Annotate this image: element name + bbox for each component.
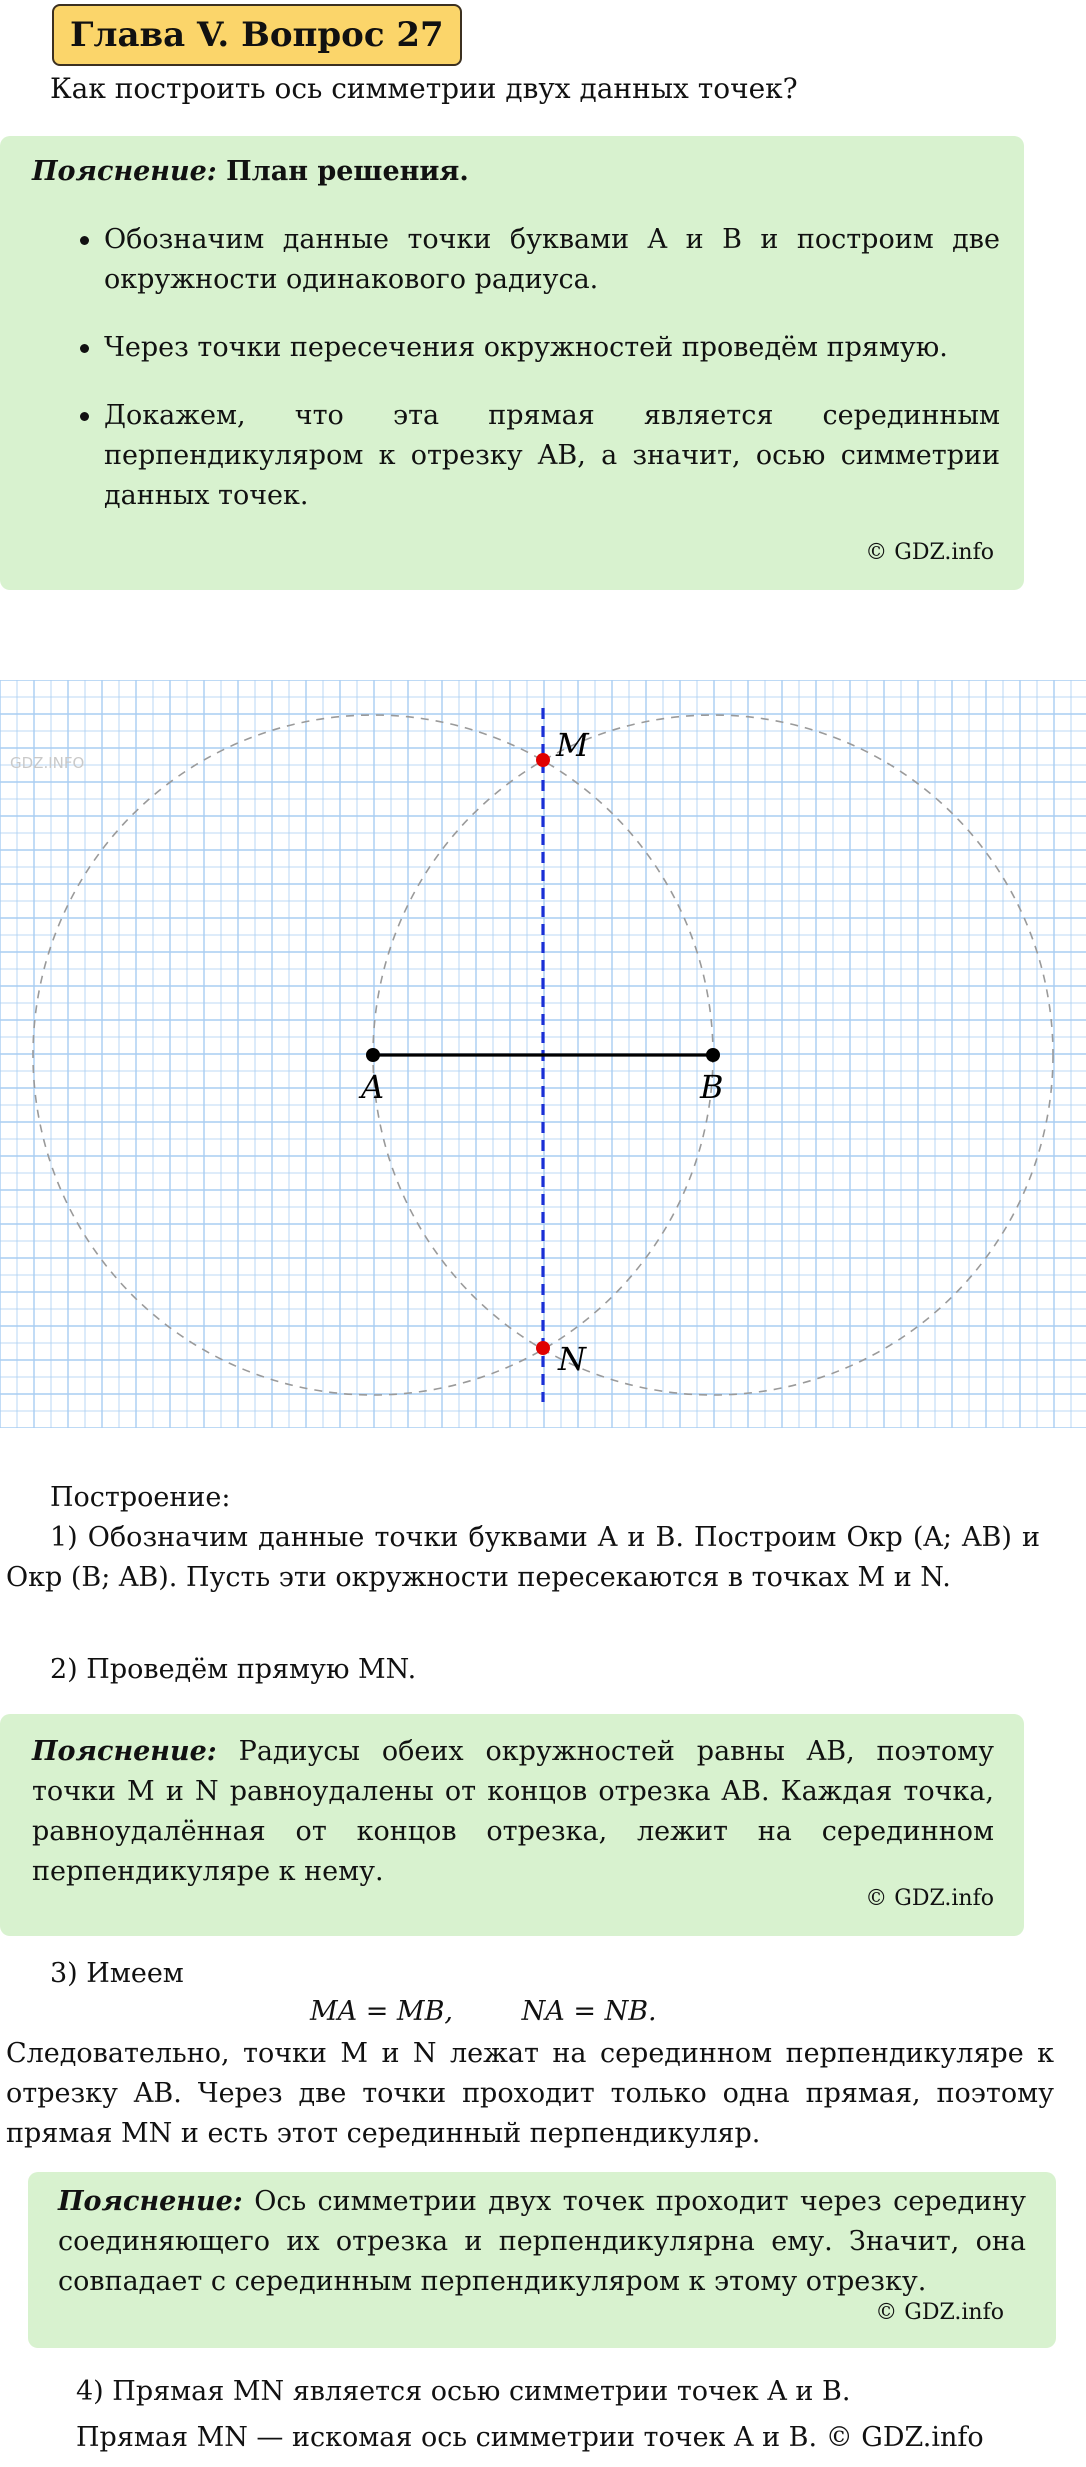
copyright-note2: © GDZ.info [865, 1886, 994, 1911]
note2-text [32, 1732, 994, 1892]
step3-text: Следовательно, точки M и N лежат на серединном перпендикуляре к отрезку AB. Через две точки проходит только одна прямая, поэтому прямая MN и есть этот серединный перпендикуляр. [6, 2038, 1054, 2149]
watermark-text: GDZ.INFO [10, 754, 85, 772]
explanation-box-axis [28, 2172, 1056, 2348]
step3-intro: 3) Имеем [50, 1958, 184, 1989]
plan-item-3: Докажем, что эта прямая является серединным перпендикуляром к отрезку AB, а значит, осью симметрии данных точек. [28, 396, 1000, 516]
point-n [536, 1341, 550, 1355]
note2-body: Радиусы обеих окружностей равны AB, поэтому точки M и N равноудалены от концов отрезка AB. Каждая точка, равноудалённая от концов отрезка, лежит на серединном перпендикуляре к нему. [32, 1736, 994, 1887]
step3-equation: MA = MB, NA = NB. [310, 1996, 657, 2027]
construction-title: Построение: [50, 1482, 231, 1513]
explanation-box-plan [0, 136, 1024, 590]
explanation-box-radii [0, 1714, 1024, 1936]
step4-text: 4) Прямая MN является осью симметрии точек A и B. [76, 2376, 851, 2407]
chapter-tag: Глава V. Вопрос 27 [52, 4, 462, 66]
note-heading-label: Пояснение: [32, 156, 217, 187]
point-m [536, 753, 550, 767]
note3-body: Ось симметрии двух точек проходит через середину соединяющего их отрезка и перпендикулярна ему. Значит, она совпадает с серединным перпендикуляром к этому отрезку. [58, 2186, 1026, 2297]
answer-sentence: Прямая MN — искомая ось симметрии точек A и B. [76, 2422, 818, 2453]
note3-text [58, 2182, 1026, 2302]
answer-text [76, 2418, 984, 2458]
label-b: B [700, 1068, 724, 1106]
answer-copyright: © GDZ.info [825, 2422, 984, 2453]
note-heading-title: План решения. [216, 156, 469, 187]
note3-heading: Пояснение: [58, 2186, 243, 2217]
copyright-note3: © GDZ.info [875, 2300, 1004, 2325]
construction-step-2: 2) Проведём прямую MN. [50, 1654, 417, 1685]
note-heading [32, 156, 469, 187]
note2-heading: Пояснение: [32, 1736, 217, 1767]
construction-step-1: 1) Обозначим данные точки буквами A и B. Построим Окр (A; AB) и Окр (B; AB). Пусть эти окружности пересекаются в точках M и N. [6, 1522, 1040, 1593]
copyright-note1: © GDZ.info [865, 540, 994, 565]
figure-svg [0, 680, 1086, 1428]
label-m: M [556, 726, 589, 764]
construction-figure [0, 680, 1086, 1428]
plan-item-1: Обозначим данные точки буквами A и B и построим две окружности одинакового радиуса. [28, 220, 1000, 300]
point-a [366, 1048, 380, 1062]
question-text: Как построить ось симметрии двух данных точек? [50, 72, 798, 105]
label-a: A [361, 1068, 385, 1106]
plan-item-2: Через точки пересечения окружностей проведём прямую. [28, 328, 1000, 368]
point-b [706, 1048, 720, 1062]
plan-list [28, 220, 1000, 544]
label-n: N [558, 1340, 586, 1378]
